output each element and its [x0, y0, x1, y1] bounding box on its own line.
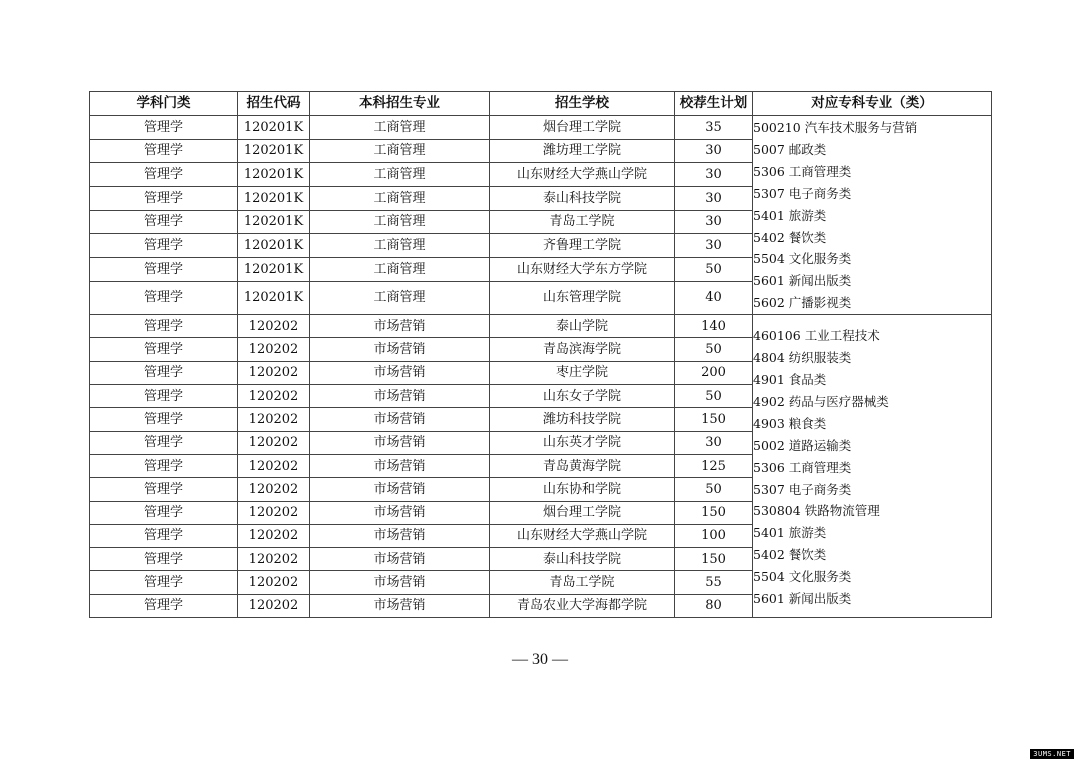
code-cell: 120201K — [238, 139, 310, 163]
code-cell: 120201K — [238, 257, 310, 281]
column-header: 学科门类 — [90, 92, 238, 116]
major-cell: 工商管理 — [310, 257, 490, 281]
plan-cell: 50 — [675, 478, 753, 501]
code-cell: 120201K — [238, 186, 310, 210]
major-cell: 市场营销 — [310, 571, 490, 594]
discipline-cell: 管理学 — [90, 431, 238, 454]
discipline-cell: 管理学 — [90, 454, 238, 477]
discipline-cell: 管理学 — [90, 501, 238, 524]
discipline-cell: 管理学 — [90, 116, 238, 140]
plan-cell: 100 — [675, 524, 753, 547]
major-cell: 市场营销 — [310, 385, 490, 408]
discipline-cell: 管理学 — [90, 548, 238, 571]
corresponding-major-item: 5007 邮政类 — [753, 141, 827, 157]
school-cell: 青岛农业大学海都学院 — [490, 594, 675, 617]
major-cell: 市场营销 — [310, 548, 490, 571]
school-cell: 青岛滨海学院 — [490, 338, 675, 361]
school-cell: 泰山科技学院 — [490, 548, 675, 571]
watermark: 3UMS.NET — [1030, 749, 1074, 759]
major-cell: 工商管理 — [310, 139, 490, 163]
discipline-cell: 管理学 — [90, 361, 238, 384]
school-cell: 青岛工学院 — [490, 210, 675, 234]
code-cell: 120202 — [238, 338, 310, 361]
plan-cell: 30 — [675, 210, 753, 234]
corresponding-majors-cell — [753, 315, 992, 618]
discipline-cell: 管理学 — [90, 281, 238, 315]
school-cell: 潍坊理工学院 — [490, 139, 675, 163]
major-cell: 市场营销 — [310, 454, 490, 477]
corresponding-major-item: 4901 食品类 — [753, 371, 827, 387]
discipline-cell: 管理学 — [90, 186, 238, 210]
corresponding-major-item: 5306 工商管理类 — [753, 163, 852, 179]
column-header: 校荐生计划 — [675, 92, 753, 116]
code-cell: 120202 — [238, 454, 310, 477]
corresponding-major-item: 5601 新闻出版类 — [753, 591, 852, 607]
corresponding-major-item: 4804 纺织服装类 — [753, 350, 852, 366]
plan-cell: 125 — [675, 454, 753, 477]
code-cell: 120202 — [238, 594, 310, 617]
plan-cell: 30 — [675, 139, 753, 163]
code-cell: 120202 — [238, 571, 310, 594]
corresponding-major-item: 5504 文化服务类 — [753, 569, 852, 585]
corresponding-major-item: 5002 道路运输类 — [753, 437, 852, 453]
plan-cell: 30 — [675, 163, 753, 187]
corresponding-major-item: 5401 旅游类 — [753, 525, 827, 541]
major-cell: 市场营销 — [310, 594, 490, 617]
corresponding-major-item: 500210 汽车技术服务与营销 — [753, 120, 918, 135]
header-row — [90, 92, 992, 116]
code-cell: 120202 — [238, 478, 310, 501]
corresponding-major-item: 5504 文化服务类 — [753, 251, 852, 267]
plan-cell: 200 — [675, 361, 753, 384]
discipline-cell: 管理学 — [90, 234, 238, 258]
plan-cell: 30 — [675, 431, 753, 454]
major-cell: 市场营销 — [310, 315, 490, 338]
corresponding-major-item: 530804 铁路物流管理 — [753, 503, 880, 519]
major-cell: 工商管理 — [310, 234, 490, 258]
code-cell: 120202 — [238, 501, 310, 524]
corresponding-major-item: 5307 电子商务类 — [753, 481, 852, 497]
school-cell: 青岛黄海学院 — [490, 454, 675, 477]
discipline-cell: 管理学 — [90, 408, 238, 431]
corresponding-major-item: 4903 粮食类 — [753, 415, 827, 431]
major-cell: 工商管理 — [310, 210, 490, 234]
corresponding-major-item: 5306 工商管理类 — [753, 459, 852, 475]
plan-cell: 50 — [675, 257, 753, 281]
corresponding-major-item: 5307 电子商务类 — [753, 185, 852, 201]
corresponding-major-item: 5601 新闻出版类 — [753, 273, 852, 289]
major-cell: 市场营销 — [310, 478, 490, 501]
major-cell: 市场营销 — [310, 361, 490, 384]
code-cell: 120202 — [238, 385, 310, 408]
corresponding-major-item: 5602 广播影视类 — [753, 295, 852, 311]
plan-cell: 30 — [675, 186, 753, 210]
major-cell: 市场营销 — [310, 338, 490, 361]
plan-cell: 40 — [675, 281, 753, 315]
plan-cell: 50 — [675, 385, 753, 408]
corresponding-major-item: 5401 旅游类 — [753, 207, 827, 223]
code-cell: 120202 — [238, 548, 310, 571]
column-header: 对应专科专业（类） — [753, 92, 992, 116]
column-header: 招生代码 — [238, 92, 310, 116]
code-cell: 120201K — [238, 281, 310, 315]
code-cell: 120202 — [238, 408, 310, 431]
plan-cell: 35 — [675, 116, 753, 140]
corresponding-major-item: 5402 餐饮类 — [753, 229, 827, 245]
school-cell: 山东协和学院 — [490, 478, 675, 501]
school-cell: 山东财经大学燕山学院 — [490, 163, 675, 187]
discipline-cell: 管理学 — [90, 385, 238, 408]
code-cell: 120201K — [238, 163, 310, 187]
school-cell: 潍坊科技学院 — [490, 408, 675, 431]
code-cell: 120202 — [238, 431, 310, 454]
major-cell: 工商管理 — [310, 186, 490, 210]
major-cell: 市场营销 — [310, 501, 490, 524]
school-cell: 泰山科技学院 — [490, 186, 675, 210]
major-cell: 工商管理 — [310, 163, 490, 187]
corresponding-majors-cell — [753, 116, 992, 315]
code-cell: 120202 — [238, 524, 310, 547]
plan-cell: 140 — [675, 315, 753, 338]
plan-cell: 80 — [675, 594, 753, 617]
discipline-cell: 管理学 — [90, 257, 238, 281]
discipline-cell: 管理学 — [90, 338, 238, 361]
school-cell: 山东管理学院 — [490, 281, 675, 315]
code-cell: 120201K — [238, 234, 310, 258]
code-cell: 120201K — [238, 116, 310, 140]
code-cell: 120202 — [238, 361, 310, 384]
discipline-cell: 管理学 — [90, 139, 238, 163]
school-cell: 齐鲁理工学院 — [490, 234, 675, 258]
plan-cell: 150 — [675, 408, 753, 431]
discipline-cell: 管理学 — [90, 571, 238, 594]
enrollment-table — [89, 91, 992, 618]
school-cell: 泰山学院 — [490, 315, 675, 338]
discipline-cell: 管理学 — [90, 210, 238, 234]
corresponding-major-item: 5402 餐饮类 — [753, 547, 827, 563]
school-cell: 青岛工学院 — [490, 571, 675, 594]
major-cell: 市场营销 — [310, 431, 490, 454]
code-cell: 120202 — [238, 315, 310, 338]
column-header: 本科招生专业 — [310, 92, 490, 116]
page-number: — 30 — — [512, 651, 568, 668]
major-cell: 工商管理 — [310, 116, 490, 140]
table-row — [90, 315, 992, 338]
school-cell: 烟台理工学院 — [490, 116, 675, 140]
corresponding-major-item: 460106 工业工程技术 — [753, 328, 880, 344]
major-cell: 市场营销 — [310, 524, 490, 547]
plan-cell: 150 — [675, 501, 753, 524]
corresponding-major-item: 4902 药品与医疗器械类 — [753, 393, 889, 409]
school-cell: 山东女子学院 — [490, 385, 675, 408]
school-cell: 山东财经大学燕山学院 — [490, 524, 675, 547]
table-row — [90, 116, 992, 140]
discipline-cell: 管理学 — [90, 315, 238, 338]
discipline-cell: 管理学 — [90, 594, 238, 617]
discipline-cell: 管理学 — [90, 163, 238, 187]
table-header — [90, 92, 992, 116]
major-cell: 工商管理 — [310, 281, 490, 315]
school-cell: 山东财经大学东方学院 — [490, 257, 675, 281]
major-cell: 市场营销 — [310, 408, 490, 431]
table-body — [90, 116, 992, 618]
code-cell: 120201K — [238, 210, 310, 234]
school-cell: 枣庄学院 — [490, 361, 675, 384]
plan-cell: 150 — [675, 548, 753, 571]
plan-cell: 55 — [675, 571, 753, 594]
discipline-cell: 管理学 — [90, 478, 238, 501]
school-cell: 烟台理工学院 — [490, 501, 675, 524]
plan-cell: 50 — [675, 338, 753, 361]
school-cell: 山东英才学院 — [490, 431, 675, 454]
plan-cell: 30 — [675, 234, 753, 258]
column-header: 招生学校 — [490, 92, 675, 116]
discipline-cell: 管理学 — [90, 524, 238, 547]
